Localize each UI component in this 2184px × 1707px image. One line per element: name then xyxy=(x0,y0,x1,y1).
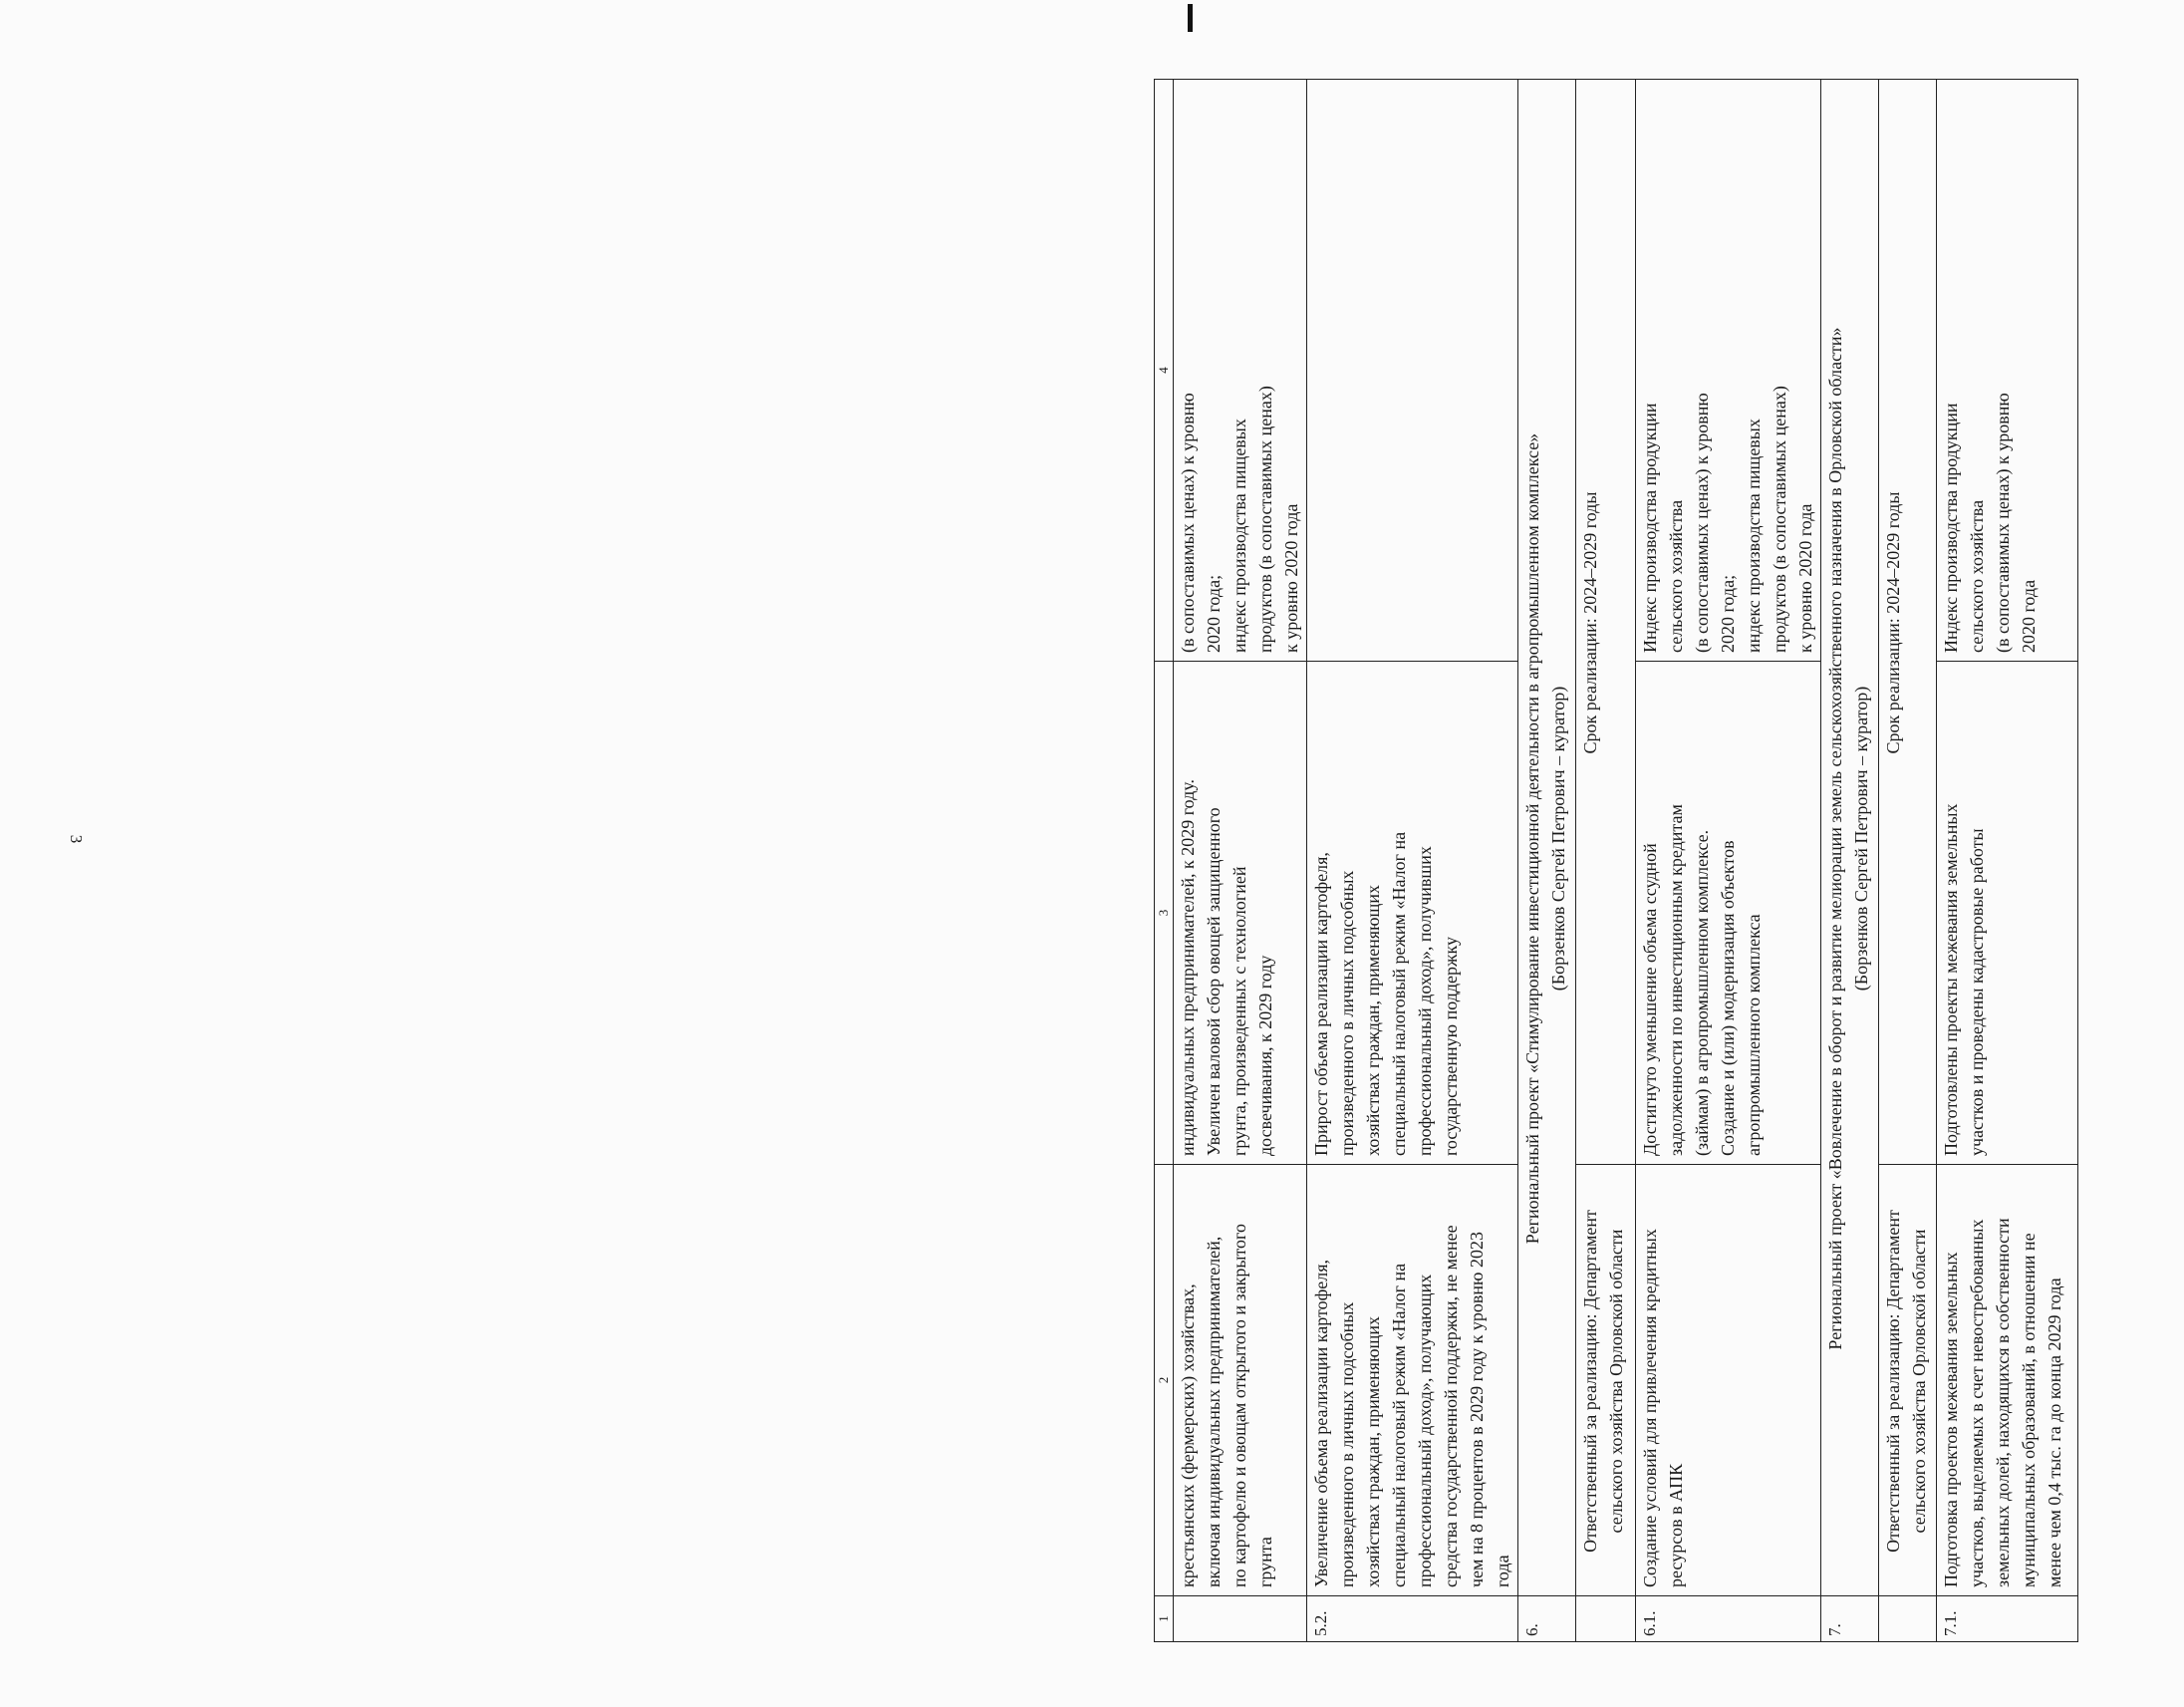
project-title-cell: Региональный проект «Вовлечение в оборот и развитие мелиорации земель сельскохозяйственного назначения в Орловской области» (Борзенков Сергей Петрович – куратор) xyxy=(1821,80,1879,1596)
page-number: 3 xyxy=(67,834,86,844)
cell-result: Подготовлены проекты межевания земельных участков и проведены кадастровые работы xyxy=(1937,662,2078,1165)
cell-number: 6. xyxy=(1518,1596,1576,1642)
cell-result: Прирост объема реализации картофеля, произведенного в личных подсобных хозяйствах граждан, применяющих специальный налоговый режим «Налог на профессиональный доход», получивших государственную поддержку xyxy=(1307,662,1518,1165)
cell-number: 6.1. xyxy=(1636,1596,1821,1642)
cell-number-empty xyxy=(1174,1596,1307,1642)
cell-result: Достигнуто уменьшение объема ссудной задолженности по инвестиционным кредитам (займам) в агропромышленном комплексе. Создание и (или) модернизация объектов агропромышленного комплекса xyxy=(1636,662,1821,1165)
cell-result: индивидуальных предпринимателей, к 2029 году. Увеличен валовой сбор овощей защищенного грунта, произведенных с технологией досвечивания, к 2029 году xyxy=(1174,662,1307,1165)
table-rotation-wrapper xyxy=(1154,80,2184,1642)
table-row-7-project xyxy=(1821,80,1879,1642)
cell-indicator: Индекс производства продукции сельского хозяйства (в сопоставимых ценах) к уровню 2020 года xyxy=(1937,80,2078,662)
table-row-5-2 xyxy=(1307,80,1518,1642)
cell-number: 7.1. xyxy=(1937,1596,2078,1642)
responsible-cell: Ответственный за реализацию: Департамент сельского хозяйства Орловской области xyxy=(1879,1165,1937,1596)
term-cell: Срок реализации: 2024–2029 годы xyxy=(1576,80,1636,1165)
cell-number-empty xyxy=(1879,1596,1937,1642)
scan-edge-mark xyxy=(1188,4,1193,32)
table-row-6-project xyxy=(1518,80,1576,1642)
cell-task: Создание условий для привлечения кредитных ресурсов в АПК xyxy=(1636,1165,1821,1596)
header-cell-1: 1 xyxy=(1155,1596,1174,1642)
project-title-cell: Региональный проект «Стимулирование инвестиционной деятельности в агропромышленном комплексе» (Борзенков Сергей Петрович – куратор) xyxy=(1518,80,1576,1596)
table-row-6-responsible xyxy=(1576,80,1636,1642)
header-cell-4: 4 xyxy=(1155,80,1174,662)
cell-indicator: (в сопоставимых ценах) к уровню 2020 года; индекс производства пищевых продуктов (в сопоставимых ценах) к уровню 2020 года xyxy=(1174,80,1307,662)
program-table xyxy=(1154,79,2078,1642)
header-cell-3: 3 xyxy=(1155,662,1174,1165)
table-row-7-responsible xyxy=(1879,80,1937,1642)
header-cell-2: 2 xyxy=(1155,1165,1174,1596)
cell-task: Увеличение объема реализации картофеля, произведенного в личных подсобных хозяйствах граждан, применяющих специальный налоговый режим «Налог на профессиональный доход», получающих средства государственной поддержки, не менее чем на 8 процентов в 2029 году к уровню 2023 года xyxy=(1307,1165,1518,1596)
cell-task: крестьянских (фермерских) хозяйствах, включая индивидуальных предпринимателей, по картофелю и овощам открытого и закрытого грунта xyxy=(1174,1165,1307,1596)
cell-number: 7. xyxy=(1821,1596,1879,1642)
term-cell: Срок реализации: 2024–2029 годы xyxy=(1879,80,1937,1165)
cell-indicator xyxy=(1307,80,1518,662)
cell-number-empty xyxy=(1576,1596,1636,1642)
cell-indicator: Индекс производства продукции сельского хозяйства (в сопоставимых ценах) к уровню 2020 года; индекс производства пищевых продуктов (в сопоставимых ценах) к уровню 2020 года xyxy=(1636,80,1821,662)
table-row-continuation xyxy=(1174,80,1307,1642)
table-row-6-1 xyxy=(1636,80,1821,1642)
header-row xyxy=(1155,80,1174,1642)
cell-number: 5.2. xyxy=(1307,1596,1518,1642)
table-row-7-1 xyxy=(1937,80,2078,1642)
cell-task: Подготовка проектов межевания земельных участков, выделяемых в счет невостребованных земельных долей, находящихся в собственности муниципальных образований, в отношении не менее чем 0,4 тыс. га до конца 2029 года xyxy=(1937,1165,2078,1596)
responsible-cell: Ответственный за реализацию: Департамент сельского хозяйства Орловской области xyxy=(1576,1165,1636,1596)
rotated-table-area xyxy=(124,80,2064,1642)
